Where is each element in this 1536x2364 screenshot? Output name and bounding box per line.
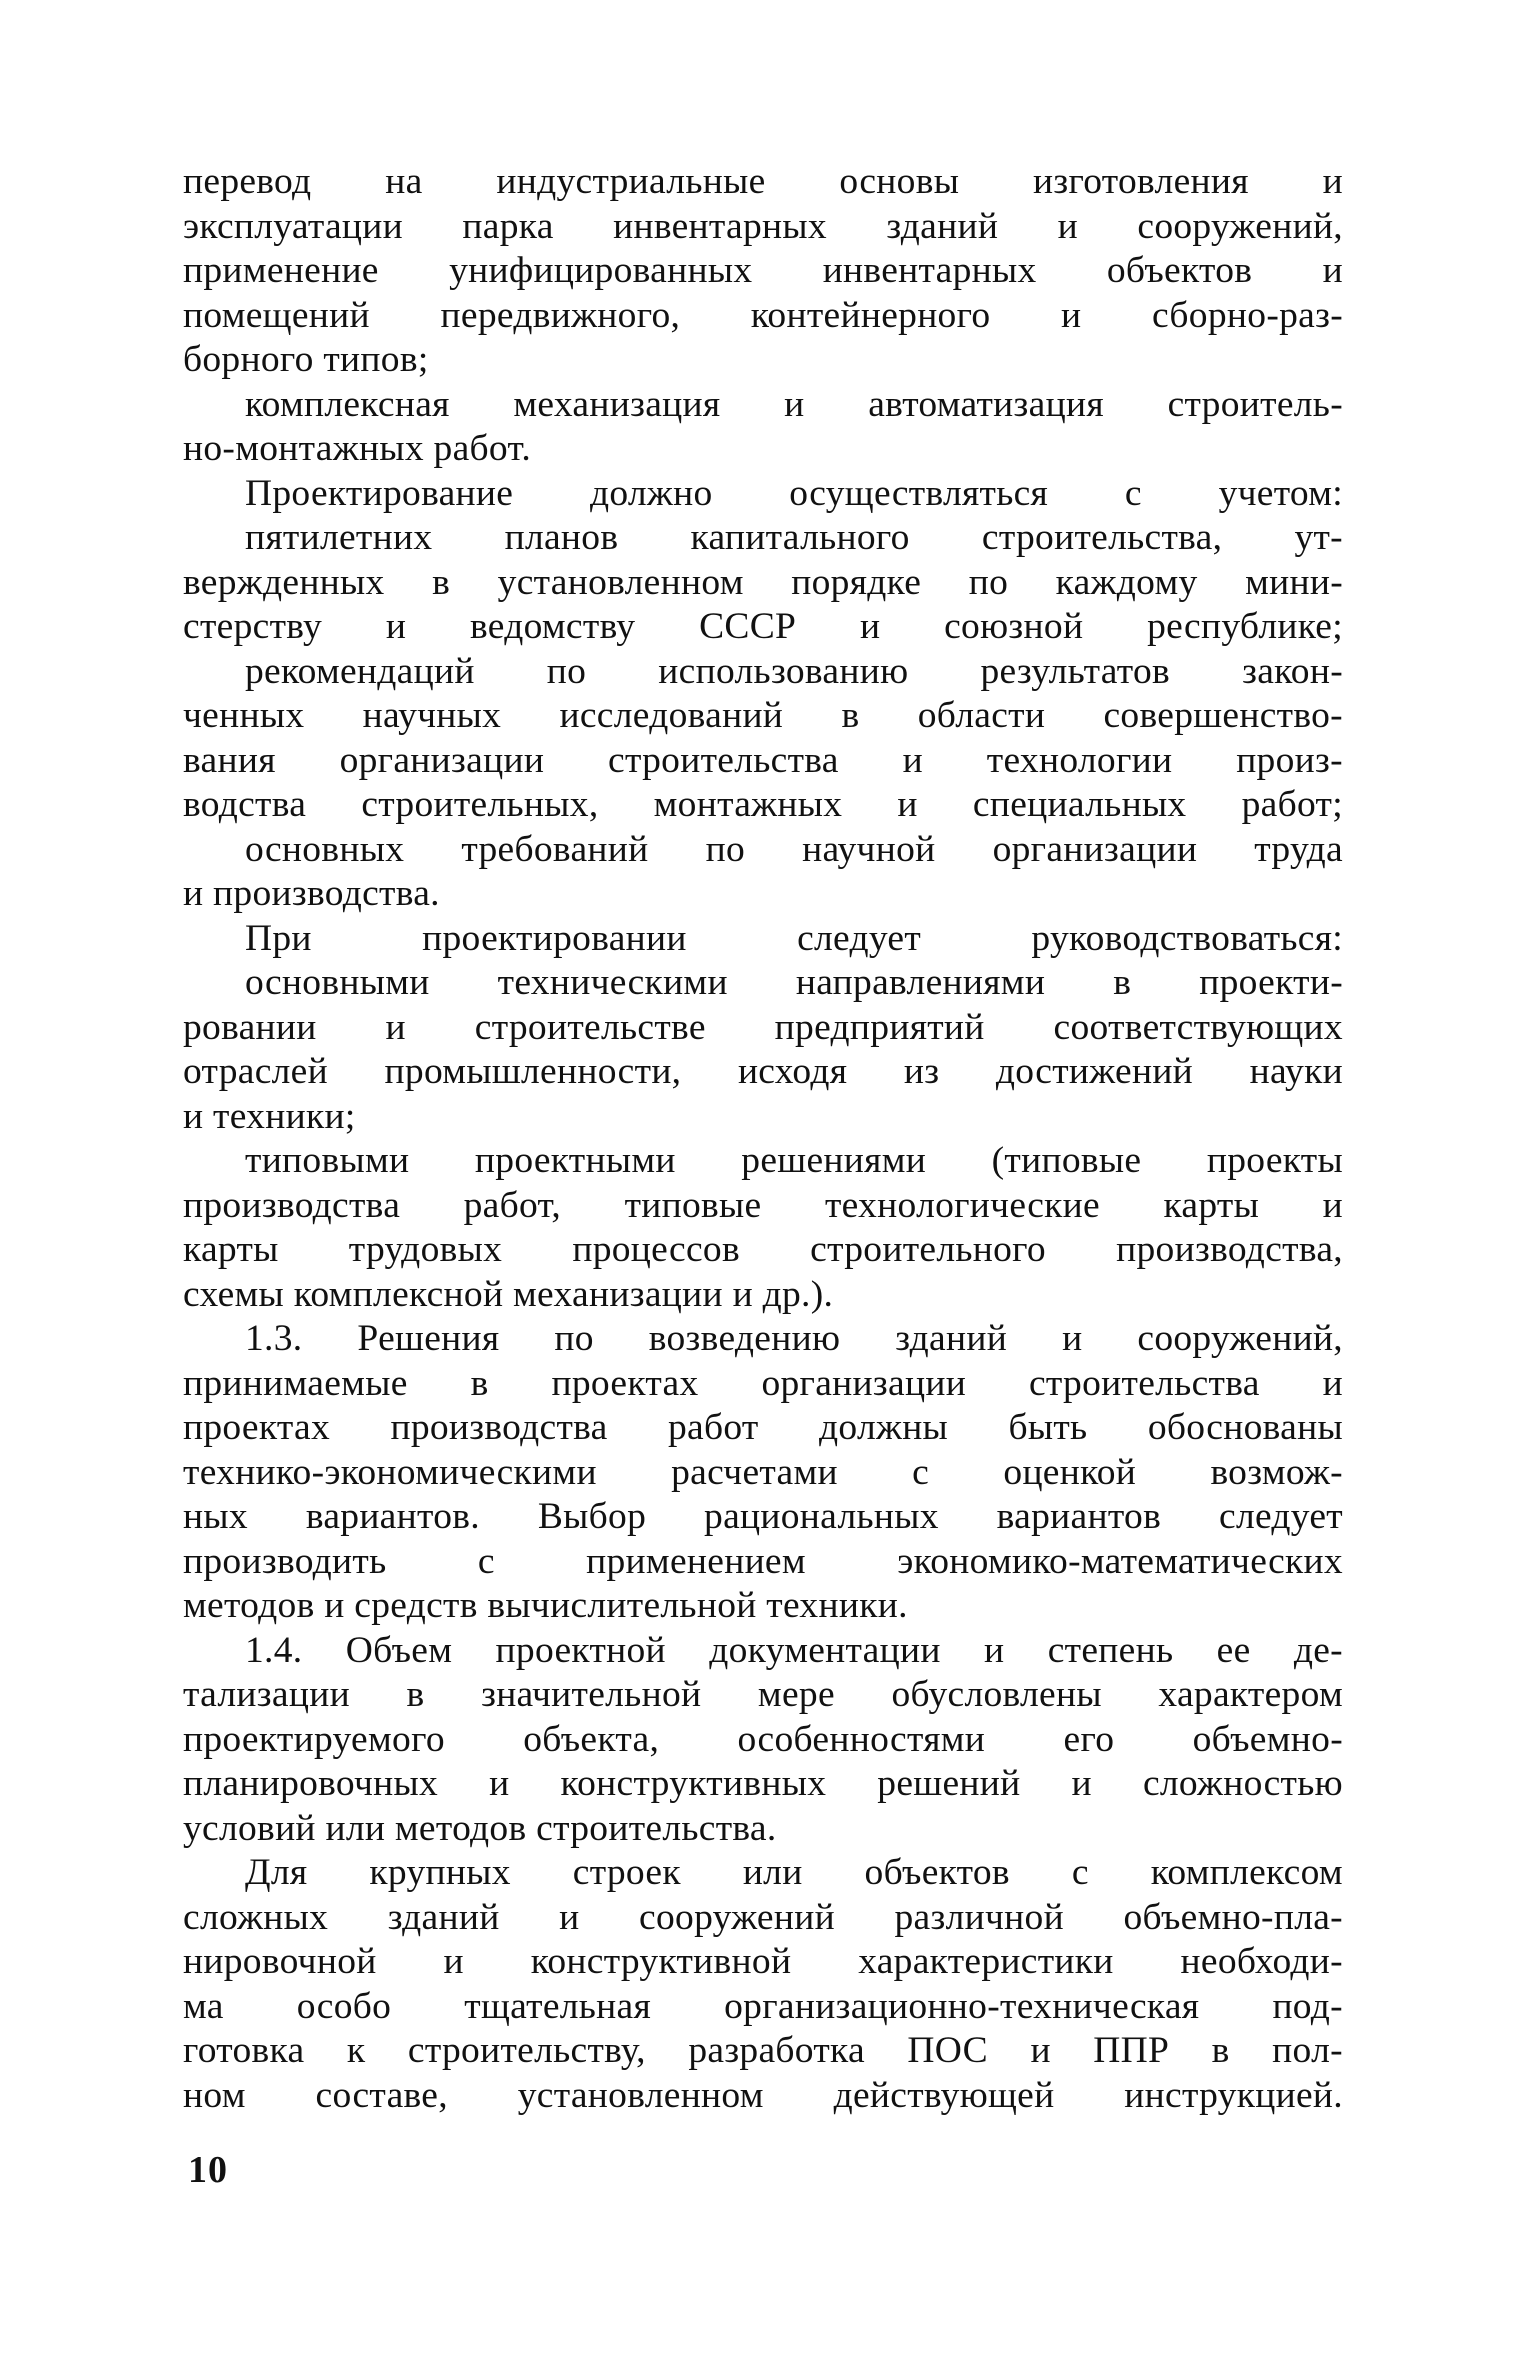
text-line — [183, 294, 1343, 339]
word: инструкцией. — [1124, 2074, 1343, 2116]
word: особенностями — [737, 1718, 986, 1760]
word: сооружений — [639, 1896, 835, 1938]
text-line — [183, 1896, 1343, 1941]
word: ПОС — [907, 2030, 988, 2071]
word: объектов — [1106, 250, 1253, 291]
text-line — [183, 739, 1343, 784]
word: объекта, — [523, 1718, 660, 1760]
word: технико-экономическими — [183, 1451, 597, 1493]
text-line — [183, 516, 1343, 561]
word: степень — [1047, 1629, 1174, 1671]
word: совершенство- — [1103, 695, 1343, 736]
word: в — [1211, 2030, 1230, 2071]
word: в — [406, 1674, 425, 1715]
word: возмож- — [1210, 1451, 1343, 1493]
word: особо — [296, 1985, 392, 2027]
word: строительстве — [474, 1006, 706, 1048]
word: характером — [1158, 1674, 1343, 1715]
word: ченных — [183, 695, 305, 736]
word: из — [903, 1051, 940, 1092]
word: проектах — [551, 1362, 699, 1404]
word: строительству, — [407, 2030, 646, 2071]
word: трудовых — [348, 1229, 503, 1270]
word: вариантов. — [305, 1496, 480, 1537]
word: сооружений, — [1137, 205, 1343, 247]
word: и — [1322, 250, 1343, 291]
word: и — [385, 606, 407, 647]
word: и — [1071, 1763, 1092, 1804]
word: помещений — [183, 294, 370, 336]
word: составе, — [315, 2074, 448, 2116]
word: проектной — [495, 1629, 666, 1671]
word: возведению — [648, 1318, 841, 1359]
word: мини- — [1245, 561, 1343, 603]
word: и — [1322, 1184, 1343, 1226]
word: производства, — [1116, 1229, 1343, 1270]
word: Для — [245, 1852, 308, 1893]
word: строительного — [810, 1229, 1046, 1270]
word: результатов — [980, 650, 1171, 692]
word: закон- — [1242, 650, 1343, 692]
word: на — [385, 161, 423, 202]
text-line — [183, 1139, 1343, 1184]
word: Объем — [345, 1629, 453, 1671]
word: характеристики — [858, 1941, 1114, 1982]
word: союзной — [944, 606, 1084, 647]
word: значительной — [481, 1674, 702, 1715]
text-line — [183, 1851, 1343, 1896]
text-line — [183, 1317, 1343, 1362]
word: ных — [183, 1496, 248, 1537]
word: монтажных — [653, 784, 843, 825]
page-body — [183, 160, 1343, 2118]
word: карты — [1163, 1184, 1260, 1226]
word: карты — [183, 1229, 279, 1270]
word: труда — [1254, 828, 1343, 870]
word: инвентарных — [822, 250, 1037, 291]
word: и — [1322, 161, 1343, 202]
word: и — [559, 1896, 580, 1938]
word: документации — [709, 1629, 941, 1671]
word: строительства — [1028, 1362, 1260, 1404]
word: инвентарных — [613, 205, 827, 247]
word: При — [245, 917, 312, 959]
word: сборно-раз- — [1152, 294, 1343, 336]
text-line — [183, 605, 1343, 650]
word: тщательная — [464, 1985, 652, 2027]
text-line — [183, 1184, 1343, 1229]
word: установленном — [497, 561, 744, 603]
word: отраслей — [183, 1051, 328, 1092]
word: быть — [1008, 1407, 1088, 1448]
word: республике; — [1147, 606, 1343, 647]
word: ведомству — [469, 606, 636, 647]
text-line — [183, 1540, 1343, 1585]
word: 1.3. — [245, 1318, 303, 1359]
word: под- — [1272, 1985, 1343, 2027]
word: и — [1057, 205, 1078, 247]
word: порядке — [791, 561, 922, 603]
word: организации — [339, 739, 545, 781]
word: унифицированных — [449, 250, 753, 291]
text-line — [183, 1228, 1343, 1273]
word: специальных — [972, 784, 1187, 825]
word: конструктивной — [530, 1941, 792, 1982]
word: рекомендаций — [245, 650, 475, 692]
word: проектируемого — [183, 1718, 445, 1760]
text-line — [183, 205, 1343, 250]
text-line — [183, 383, 1343, 428]
word: оценкой — [1003, 1451, 1137, 1493]
word: научной — [802, 828, 936, 870]
text-line: борного типов; — [183, 339, 429, 380]
word: в — [1113, 962, 1132, 1003]
text-line — [183, 1406, 1343, 1451]
word: рациональных — [704, 1496, 939, 1537]
word: ма — [183, 1985, 224, 2027]
word: решений — [877, 1763, 1021, 1804]
word: Решения — [357, 1318, 500, 1359]
word: СССР — [699, 606, 797, 647]
word: основными — [245, 962, 430, 1003]
text-line — [183, 1006, 1343, 1051]
word: исследований — [559, 695, 784, 736]
word: механизация — [513, 383, 721, 425]
text-line — [183, 961, 1343, 1006]
word: организации — [992, 828, 1198, 870]
word: пол- — [1272, 2030, 1343, 2071]
word: и — [1322, 1362, 1343, 1404]
word: строительства, — [981, 517, 1223, 558]
text-line — [183, 561, 1343, 606]
word: строительства — [608, 739, 839, 781]
word: конструктивных — [560, 1763, 827, 1804]
word: зданий — [886, 205, 999, 247]
word: перевод — [183, 161, 312, 202]
word: технологические — [824, 1184, 1100, 1226]
word: процессов — [572, 1229, 740, 1270]
word: планов — [504, 517, 619, 558]
word: научных — [362, 695, 502, 736]
word: контейнерного — [750, 294, 991, 336]
word: объемно-пла- — [1123, 1896, 1343, 1938]
word: с — [477, 1540, 495, 1582]
text-line — [183, 650, 1343, 695]
word: сложностью — [1142, 1763, 1343, 1804]
text-line: условий или методов строительства. — [183, 1807, 777, 1849]
word: пятилетних — [245, 517, 433, 558]
word: строительных, — [361, 784, 599, 825]
word: ут- — [1294, 517, 1343, 558]
text-line — [183, 472, 1343, 517]
word: нировочной — [183, 1941, 377, 1982]
text-line — [183, 2074, 1343, 2119]
word: по — [554, 1318, 594, 1359]
text-line — [183, 1050, 1343, 1095]
word: вержденных — [183, 561, 385, 603]
word: в — [841, 695, 860, 736]
text-line — [183, 1362, 1343, 1407]
word: и — [443, 1941, 464, 1982]
word: с — [1124, 472, 1142, 514]
word: организационно-техническая — [724, 1985, 1200, 2027]
word: парка — [462, 205, 554, 247]
word: расчетами — [671, 1451, 838, 1493]
word: планировочных — [183, 1763, 439, 1804]
word: передвижного, — [440, 294, 681, 336]
word: должны — [819, 1407, 949, 1448]
text-line — [183, 1985, 1343, 2030]
word: проекти- — [1199, 962, 1343, 1003]
word: проектными — [474, 1140, 676, 1181]
word: эксплуатации — [183, 205, 404, 247]
word: проектировании — [422, 917, 687, 959]
word: области — [917, 695, 1046, 736]
word: использованию — [658, 650, 909, 692]
word: комплексом — [1150, 1852, 1343, 1893]
word: решениями — [741, 1140, 927, 1181]
text-line — [183, 694, 1343, 739]
word: в — [470, 1362, 489, 1404]
word: и — [489, 1763, 510, 1804]
word: необходи- — [1180, 1941, 1343, 1982]
word: соответствующих — [1053, 1006, 1343, 1048]
word: стерству — [183, 606, 323, 647]
word: учетом: — [1218, 472, 1343, 514]
word: и — [897, 784, 918, 825]
word: применением — [586, 1540, 806, 1582]
text-line — [183, 1718, 1343, 1763]
text-line: и техники; — [183, 1095, 356, 1137]
word: основных — [245, 828, 405, 870]
word: принимаемые — [183, 1362, 408, 1404]
word: обоснованы — [1147, 1407, 1343, 1448]
word: должно — [589, 472, 713, 514]
text-line: но-монтажных работ. — [183, 428, 532, 469]
word: следует — [1219, 1496, 1343, 1537]
word: исходя — [737, 1051, 848, 1092]
word: установленном — [517, 2074, 764, 2116]
word: автоматизация — [868, 383, 1104, 425]
word: ном — [183, 2074, 246, 2116]
word: к — [346, 2030, 366, 2071]
word: вания — [183, 739, 276, 781]
word: комплексная — [245, 383, 450, 425]
word: 1.4. — [245, 1629, 303, 1671]
text-line — [183, 1495, 1343, 1540]
word: и — [859, 606, 881, 647]
word: и — [984, 1629, 1005, 1671]
word: изготовления — [1033, 161, 1249, 202]
text-line — [183, 1451, 1343, 1496]
word: предприятий — [774, 1006, 985, 1048]
word: техническими — [497, 962, 728, 1003]
word: объемно- — [1192, 1718, 1343, 1760]
word: по — [968, 561, 1009, 603]
word: работ — [668, 1407, 759, 1448]
word: и — [385, 1006, 406, 1048]
word: водства — [183, 784, 307, 825]
word: зданий — [895, 1318, 1008, 1359]
word: науки — [1249, 1051, 1343, 1092]
word: с — [912, 1451, 930, 1493]
word: производить — [183, 1540, 387, 1582]
word: и — [1061, 294, 1082, 336]
word: вариантов — [996, 1496, 1162, 1537]
word: производства — [183, 1184, 401, 1226]
word: основы — [839, 161, 960, 202]
word: индустриальные — [496, 161, 766, 202]
word: работ; — [1241, 784, 1343, 825]
text-line — [183, 917, 1343, 962]
word: строек — [572, 1852, 681, 1893]
word: или — [742, 1852, 803, 1893]
word: по — [546, 650, 587, 692]
word: Проектирование — [245, 472, 514, 514]
word: капитального — [690, 517, 910, 558]
word: действующей — [833, 2074, 1055, 2116]
word: ее — [1216, 1629, 1251, 1671]
text-line — [183, 783, 1343, 828]
word: крупных — [369, 1852, 511, 1893]
word: направлениями — [795, 962, 1046, 1003]
word: осуществляться — [789, 472, 1049, 514]
word: строитель- — [1167, 383, 1343, 425]
text-line: методов и средств вычислительной техники. — [183, 1585, 908, 1626]
text-line — [183, 1762, 1343, 1807]
word: и — [784, 383, 805, 425]
word: зданий — [387, 1896, 500, 1938]
word: и — [902, 739, 923, 781]
word: произ- — [1236, 739, 1343, 781]
text-line: схемы комплексной механизации и др.). — [183, 1273, 834, 1315]
text-line: и производства. — [183, 873, 440, 914]
page-number: 10 — [188, 2149, 228, 2191]
word: промышленности, — [384, 1051, 682, 1092]
word: тализации — [183, 1674, 350, 1715]
word: по — [705, 828, 745, 870]
text-line — [183, 1629, 1343, 1674]
word: требований — [461, 828, 649, 870]
text-line — [183, 2029, 1343, 2074]
word: производства — [390, 1407, 608, 1448]
word: объектов — [864, 1852, 1010, 1893]
word: типовыми — [245, 1140, 410, 1181]
text-line — [183, 160, 1343, 205]
word: де- — [1293, 1629, 1343, 1671]
word: мере — [757, 1674, 835, 1715]
word: проекты — [1206, 1140, 1343, 1181]
word: технологии — [986, 739, 1173, 781]
word: его — [1063, 1718, 1115, 1760]
word: ППР — [1093, 2030, 1170, 2071]
text-line — [183, 1940, 1343, 1985]
word: следует — [797, 917, 922, 959]
word: готовка — [183, 2030, 305, 2071]
word: и — [1030, 2030, 1051, 2071]
word: ровании — [183, 1006, 317, 1048]
word: различной — [894, 1896, 1064, 1938]
word: разработка — [688, 2030, 865, 2071]
word: (типовые — [991, 1140, 1142, 1181]
word: проектах — [183, 1407, 331, 1448]
word: руководствоваться: — [1031, 917, 1343, 959]
word: сооружений, — [1137, 1318, 1343, 1359]
text-line — [183, 828, 1343, 873]
word: работ, — [463, 1184, 562, 1226]
word: применение — [183, 250, 379, 291]
text-line — [183, 1673, 1343, 1718]
word: с — [1071, 1852, 1089, 1893]
word: экономико-математических — [897, 1540, 1343, 1582]
word: типовые — [624, 1184, 762, 1226]
word: сложных — [183, 1896, 329, 1938]
text-line — [183, 249, 1343, 294]
word: обусловлены — [891, 1674, 1102, 1715]
word: Выбор — [537, 1496, 647, 1537]
word: достижений — [995, 1051, 1194, 1092]
word: в — [432, 561, 451, 603]
word: каждому — [1055, 561, 1198, 603]
word: и — [1062, 1318, 1083, 1359]
word: организации — [761, 1362, 967, 1404]
